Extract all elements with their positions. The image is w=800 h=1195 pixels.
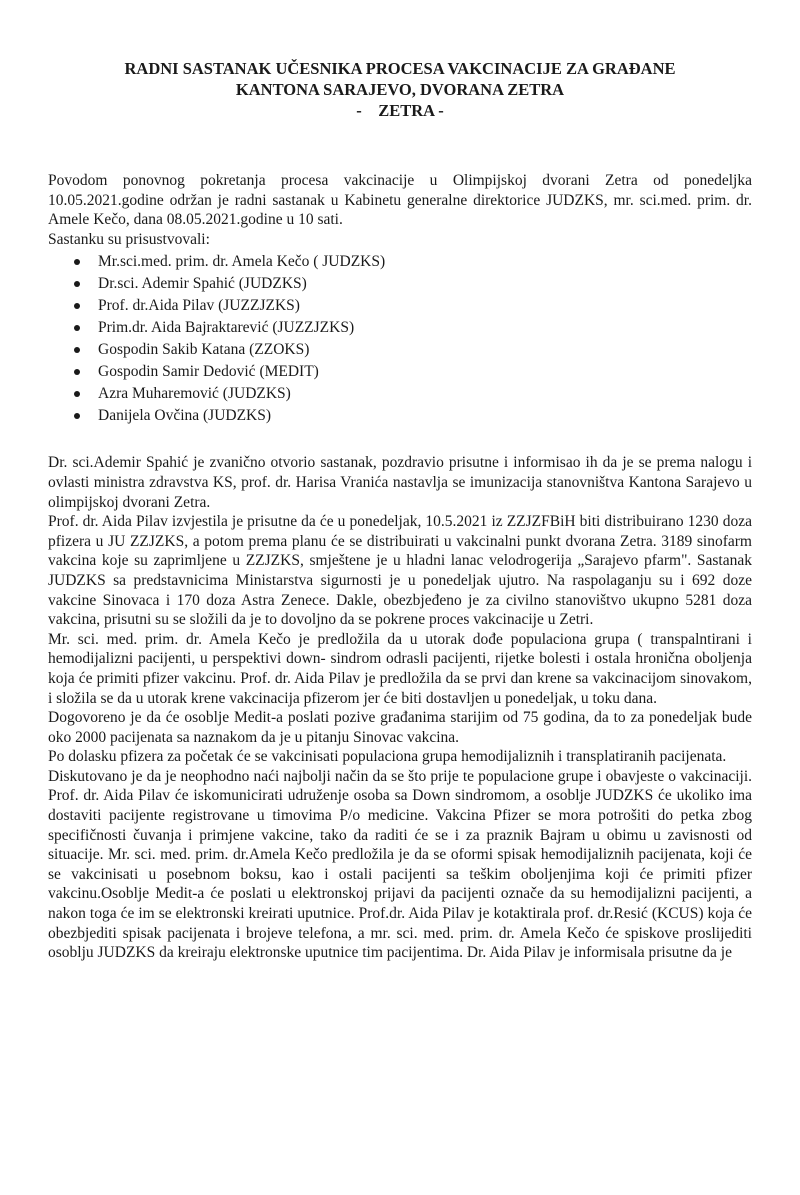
title-line-2: KANTONA SARAJEVO, DVORANA ZETRA [235,80,565,99]
attendee-item [74,251,752,273]
attendee-name: Prof. dr.Aida Pilav (JUZZJZKS) [98,297,300,315]
intro-paragraph: Povodom ponovnog pokretanja procesa vakcinacije u Olimpijskoj dvorani Zetra od ponedeljka 10.05.2021.godine održan je radni sastanak u Kabinetu generalne direktorice JUDZKS, mr. sci.med. prim. dr. Amele Kečo, dana 08.05.2021.godine u 10 sati. [48,172,752,229]
bullet-icon [74,413,80,419]
bullet-icon [74,391,80,397]
body-paragraph-proposal: Mr. sci. med. prim. dr. Amela Kečo je predložila da u utorak dođe populaciona grupa ( transpalntirani i hemodijalizni pacijenti, u perspektivi down- sindrom odrasli pacijenti, rijetke bolesti i ostala hronična oboljenja koja će primiti pfizer vakcinu. Prof. dr. Aida Pilav je predložila da se prvi dan krene sa vakcinacijom sinovakom, i složila se da u utorak krene vakcinacija pfizerom jer će biti dostavljen u ponedeljak, u toku dana. [48,630,752,707]
attendee-name: Gospodin Sakib Katana (ZZOKS) [98,341,310,359]
bullet-icon [74,259,80,265]
attendee-item [74,295,752,317]
attendees-label: Sastanku su prisustvovali: [48,230,210,248]
body-paragraph-invitations: Dogovoreno je da će osoblje Medit-a poslati pozive građanima starijim od 75 godina, da to za ponedeljak bude oko 2000 pacijenata sa naznakom da je u pitanju Sinovac vakcina. [48,709,752,746]
body-paragraph-opening: Dr. sci.Ademir Spahić je zvanično otvorio sastanak, pozdravio prisutne i informisao ih da je se prema nalogu i ovlasti ministra zdravstva KS, prof. dr. Harisa Vranića nastavlja se imunizacija stanovništva Kantona Sarajevo u olimpijskoj dvorani Zetra. [48,454,752,511]
body-paragraph-pfizer-arrival: Po dolasku pfizera za početak će se vakcinisati populaciona grupa hemodijaliznih i transplatiranih pacijenata. [48,748,727,766]
attendee-name: Azra Muharemović (JUDZKS) [98,385,291,403]
attendee-item [74,383,752,405]
body-paragraph-distribution: Prof. dr. Aida Pilav izvjestila je prisutne da će u ponedeljak, 10.5.2021 iz ZZJZFBiH biti distribuirano 1230 doza pfizera u JU ZZJZKS, a potom prema planu će se distribuirati u vakcinalni punkt dvorana Zetra. 3189 sinofarm vakcina koje su zaprimljene u ZZJZKS, smještene je u hladni lanac velodrogerija „Sarajevo pfarm". Sastanak JUDZKS sa predstavnicima Ministarstva sigurnosti je u ponedeljak ujutro. Na raspolaganju su i 692 doze vakcine Sinovaca i 170 doza Astra Zenece. Dakle, obezbjeđeno je za civilno stanovištvo ukupno 5281 doza vakcina, prisutni su se složili da je to dovoljno da se pokrene proces vakcinacije u Zetri. [48,513,752,629]
attendee-name: Danijela Ovčina (JUDZKS) [98,407,272,425]
attendee-name: Prim.dr. Aida Bajraktarević (JUZZJZKS) [98,319,355,337]
section-gap [48,427,752,453]
bullet-icon [74,325,80,331]
bullet-icon [74,303,80,309]
document-title [48,58,752,121]
attendee-item [74,317,752,339]
attendee-item [74,273,752,295]
attendee-item [74,405,752,427]
body-paragraph-discussion: Diskutovano je da je neophodno naći najbolji način da se što prije te populacione grupe i obavjeste o vakcinaciji. Prof. dr. Aida Pilav će iskomunicirati udruženje osoba sa Down sindromom, a osoblje JUDZKS će ukoliko ima dostaviti pacijente registrovane u timovima P/o medicine. Vakcina Pfizer se mora potrošiti do petka zbog specifičnosti čuvanja i primjene vakcine, tako da raditi će se i za praznik Bajram u obimu u zavisnosti od situacije. Mr. sci. med. prim. dr.Amela Kečo predložila je da se oformi spisak hemodijaliznih pacijenata, koji će se vakcinisati u posebnom boksu, kao i ostali pacijenti sa teškim oboljenjima koji će primiti pfizer vakcinu.Osoblje Medit-a će poslati u elektronskoj prijavi da pacijenti označe da su hemodijalizni pacijenti, a nakon toga će im se elektronski kreirati uputnice. Prof.dr. Aida Pilav je kotaktirala prof. dr.Resić (KCUS) koja će obezbjediti spisak pacijenata i brojeve telefona, a mr. sci. med. prim. dr. Amela Kečo će spiskove proslijediti osoblju JUDZKS da kreiraju elektronske uputnice tim pacijentima. Dr. Aida Pilav je informisala prisutne da je [48,767,752,962]
bullet-icon [74,369,80,375]
attendee-name: Mr.sci.med. prim. dr. Amela Kečo ( JUDZKS) [98,253,386,271]
bullet-icon [74,347,80,353]
attendees-list [48,251,752,427]
attendee-name: Dr.sci. Ademir Spahić (JUDZKS) [98,275,307,293]
bullet-icon [74,281,80,287]
attendee-item [74,361,752,383]
attendee-name: Gospodin Samir Dedović (MEDIT) [98,363,319,381]
title-line-3: - ZETRA - [356,101,444,120]
title-line-1: RADNI SASTANAK UČESNIKA PROCESA VAKCINACIJE ZA GRAĐANE [124,59,676,78]
attendee-item [74,339,752,361]
